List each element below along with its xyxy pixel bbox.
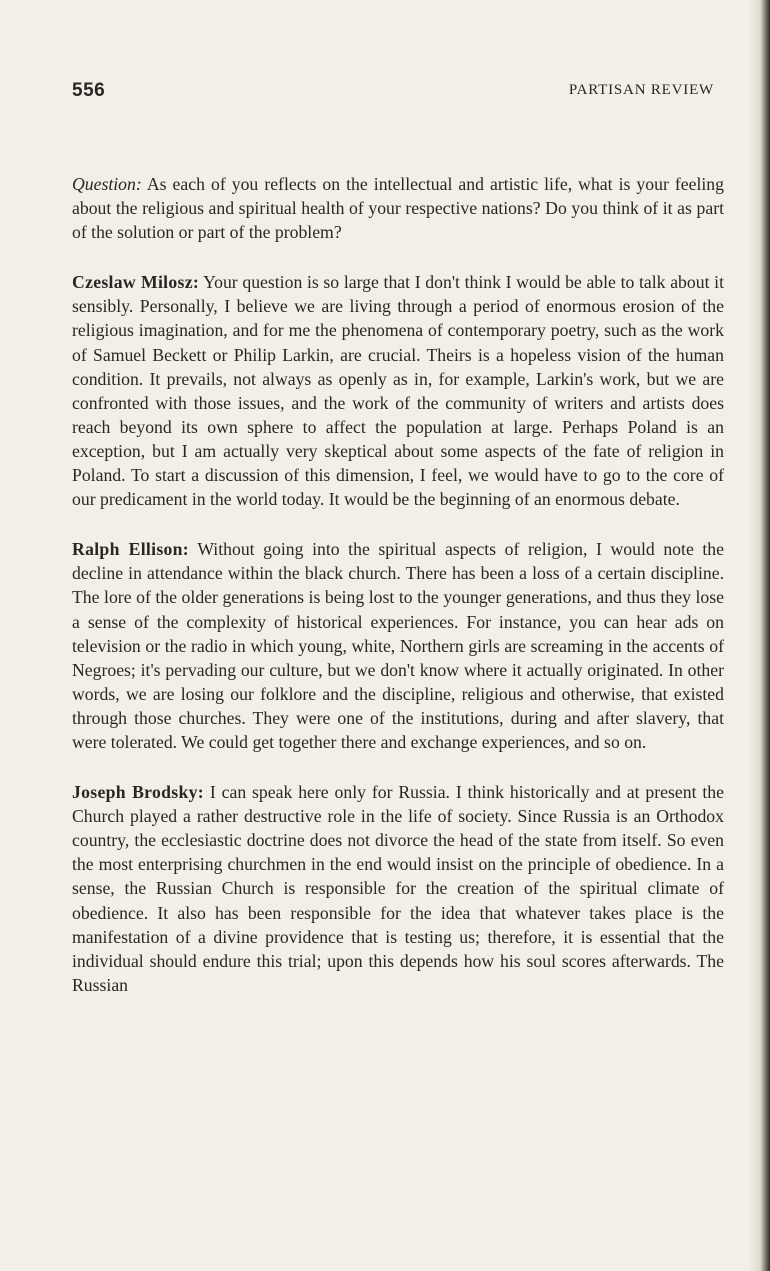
page-edge-shadow — [748, 0, 770, 1271]
answer-text: I can speak here only for Russia. I think historically and at present the Church played a rather destructive role in the life of society. Since Russia is an Orthodox country, the ecclesiastic doctrine does not divorce the head of the state from itself. So even the most enterprising churchmen in the end would insist on the principle of obedience. In a sense, the Russian Church is responsible for the creation of the spiritual climate of obedience. It also has been responsible for the idea that whatever takes place is the manifestation of a divine providence that is testing us; therefore, it is essential that the individual should endure this trial; upon this depends how his soul scores afterwards. The Russian — [72, 782, 725, 995]
question-label: Question: — [72, 174, 142, 194]
speaker-name: Czeslaw Milosz: — [72, 272, 200, 293]
speaker-name: Ralph Ellison: — [72, 539, 190, 560]
question-text: As each of you reflects on the intellectual and artistic life, what is your feeling about the religious and spiritual health of your respective nations? Do you think of it as part of the solution or part of the problem? — [72, 174, 724, 243]
article-body — [72, 172, 724, 1023]
answer-ellison — [72, 537, 724, 754]
answer-brodsky — [72, 780, 724, 997]
page-number: 556 — [72, 80, 106, 101]
answer-milosz — [72, 270, 724, 511]
question-paragraph — [72, 172, 724, 244]
speaker-name: Joseph Brodsky: — [72, 782, 204, 803]
journal-title: PARTISAN REVIEW — [568, 82, 714, 98]
answer-text: Without going into the spiritual aspects of religion, I would note the decline in attendance within the black church. There has been a loss of a certain discipline. The lore of the older generations is being lost to the younger generations, and thus they lose a sense of the complexity of historical experiences. For instance, you can hear ads on television or the radio in which young, white, Northern girls are screaming in the accents of Negroes; it's pervading our culture, but we don't know where it actually originated. In other words, we are losing our folklore and the discipline, religious and otherwise, that existed through those churches. They were one of the institutions, during and after slavery, that were tolerated. We could get together there and exchange experiences, and so on. — [72, 539, 725, 752]
answer-text: Your question is so large that I don't think I would be able to talk about it sensibly. Personally, I believe we are living through a period of enormous erosion of the religious imagination, and for me the phenomena of contemporary poetry, such as the work of Samuel Beckett or Philip Larkin, are crucial. Theirs is a hopeless vision of the human condition. It prevails, not always as openly as in, for example, Larkin's work, but we are confronted with those issues, and the work of the community of writers and artists does reach beyond its own sphere to affect the population at large. Perhaps Poland is an exception, but I am actually very skeptical about some aspects of the fate of religion in Poland. To start a discussion of this dimension, I feel, we would have to go to the core of our predicament in the world today. It would be the beginning of an enormous debate. — [72, 272, 724, 510]
running-header — [72, 80, 714, 110]
